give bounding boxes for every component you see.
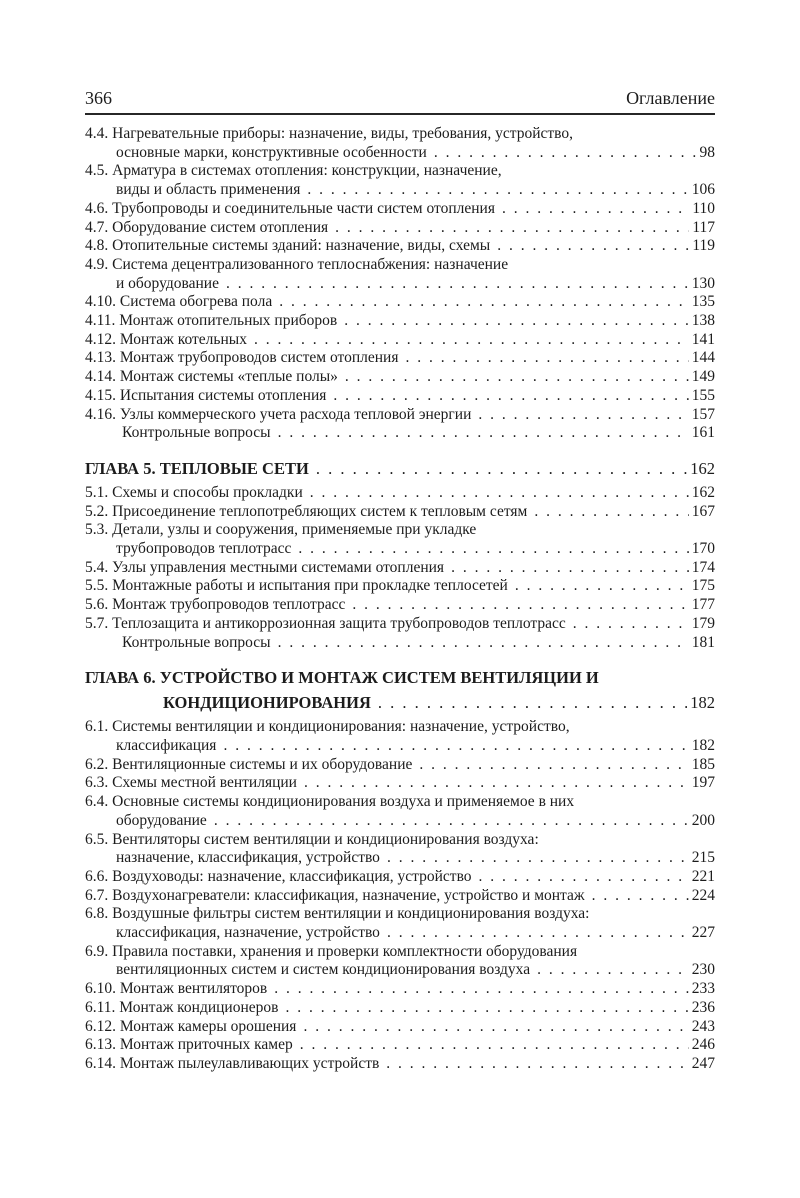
entry-text: 6.7. Воздухонагреватели: классификация, назначение, устройство и монтаж bbox=[85, 886, 585, 904]
entry-row bbox=[85, 849, 715, 868]
entry-text: 6.12. Монтаж камеры орошения bbox=[85, 1017, 297, 1035]
toc-entry bbox=[85, 424, 715, 443]
toc-entry bbox=[85, 831, 715, 868]
dot-leader bbox=[419, 756, 688, 775]
dot-leader bbox=[344, 312, 689, 331]
entry-row bbox=[85, 503, 715, 522]
entry-text-line: 6.4. Основные системы кондиционирования воздуха и применяемое в них bbox=[85, 793, 575, 811]
page-number: 106 bbox=[691, 181, 715, 199]
entry-row bbox=[85, 219, 715, 238]
entry-text: 4.16. Узлы коммерческого учета расхода тепловой энергии bbox=[85, 405, 472, 423]
entry-row bbox=[85, 774, 715, 793]
entry-row bbox=[85, 961, 715, 980]
chapter-title: КОНДИЦИОНИРОВАНИЯ bbox=[163, 693, 371, 713]
entry-row bbox=[85, 275, 715, 294]
toc-entry bbox=[85, 905, 715, 942]
toc-entry bbox=[85, 219, 715, 238]
dot-leader bbox=[592, 887, 689, 906]
entry-text: 4.6. Трубопроводы и соединительные части систем отопления bbox=[85, 199, 495, 217]
toc-entry bbox=[85, 634, 715, 653]
folio-page-number: 366 bbox=[85, 88, 112, 108]
toc-entry bbox=[85, 774, 715, 793]
entry-text: 4.12. Монтаж котельных bbox=[85, 330, 247, 348]
page-number: 230 bbox=[691, 961, 715, 979]
entry-row bbox=[85, 1018, 715, 1037]
entry-row bbox=[85, 690, 715, 715]
entry-text: виды и область применения bbox=[116, 181, 301, 199]
entry-text: назначение, классификация, устройство bbox=[116, 849, 380, 867]
entry-text: 5.5. Монтажные работы и испытания при прокладке теплосетей bbox=[85, 577, 508, 595]
page-header bbox=[85, 0, 715, 115]
toc-entry bbox=[85, 349, 715, 368]
entry-row bbox=[85, 368, 715, 387]
entry-row bbox=[85, 484, 715, 503]
toc-entry bbox=[85, 596, 715, 615]
entry-row bbox=[85, 615, 715, 634]
toc-entry bbox=[85, 387, 715, 406]
dot-leader bbox=[405, 349, 688, 368]
entry-text: 5.6. Монтаж трубопроводов теплотрасс bbox=[85, 596, 346, 614]
page-number: 182 bbox=[690, 693, 715, 713]
dot-leader bbox=[298, 540, 688, 559]
entry-text: 5.1. Схемы и способы прокладки bbox=[85, 483, 303, 501]
entry-row bbox=[85, 924, 715, 943]
toc-entry bbox=[85, 162, 715, 199]
page-number: 200 bbox=[691, 811, 715, 829]
dot-leader bbox=[386, 1055, 688, 1074]
entry-text: 6.13. Монтаж приточных камер bbox=[85, 1036, 293, 1054]
page-number: 110 bbox=[692, 199, 715, 217]
entry-text: 4.14. Монтаж системы «теплые полы» bbox=[85, 368, 338, 386]
entry-row bbox=[85, 237, 715, 256]
toc-section bbox=[85, 665, 715, 1073]
entry-text: 4.15. Испытания системы отопления bbox=[85, 386, 327, 404]
entry-text: основные марки, конструктивные особенности bbox=[116, 143, 427, 161]
page-number: 141 bbox=[691, 330, 715, 348]
toc-entry bbox=[85, 756, 715, 775]
entry-row bbox=[85, 737, 715, 756]
toc-entry bbox=[85, 237, 715, 256]
page-number: 185 bbox=[691, 755, 715, 773]
entry-text: 6.6. Воздуховоды: назначение, классификация, устройство bbox=[85, 867, 472, 885]
dot-leader bbox=[573, 615, 689, 634]
chapter-heading bbox=[85, 456, 715, 481]
entry-row bbox=[85, 181, 715, 200]
entry-text-line: 4.5. Арматура в системах отопления: конструкции, назначение, bbox=[85, 162, 502, 180]
entry-text-line: ГЛАВА 6. УСТРОЙСТВО И МОНТАЖ СИСТЕМ ВЕНТИЛЯЦИИ И bbox=[85, 668, 599, 688]
page-number: 233 bbox=[691, 980, 715, 998]
toc-entry bbox=[85, 980, 715, 999]
entry-text: Контрольные вопросы bbox=[122, 424, 271, 442]
entry-row bbox=[85, 577, 715, 596]
entry-row bbox=[85, 456, 715, 481]
page-number: 167 bbox=[691, 502, 715, 520]
entry-row bbox=[85, 1036, 715, 1055]
page-number: 117 bbox=[692, 218, 715, 236]
entry-text: 5.7. Теплозащита и антикоррозионная защита трубопроводов теплотрасс bbox=[85, 614, 566, 632]
page-number: 215 bbox=[691, 849, 715, 867]
entry-row bbox=[85, 756, 715, 775]
entry-text: 6.2. Вентиляционные системы и их оборудование bbox=[85, 755, 413, 773]
toc-entry bbox=[85, 887, 715, 906]
entry-text: 4.13. Монтаж трубопроводов систем отопления bbox=[85, 349, 399, 367]
page-number: 247 bbox=[691, 1054, 715, 1072]
toc-entry bbox=[85, 293, 715, 312]
entry-text: 4.8. Отопительные системы зданий: назначение, виды, схемы bbox=[85, 237, 491, 255]
entry-row bbox=[85, 312, 715, 331]
entry-row bbox=[85, 144, 715, 163]
entry-text: 5.2. Присоединение теплопотребляющих систем к тепловым сетям bbox=[85, 502, 528, 520]
entry-text-line: 4.4. Нагревательные приборы: назначение, виды, требования, устройство, bbox=[85, 125, 574, 142]
toc-entry bbox=[85, 200, 715, 219]
entry-text: 6.10. Монтаж вентиляторов bbox=[85, 980, 268, 998]
toc-entry bbox=[85, 331, 715, 350]
dot-leader bbox=[310, 484, 689, 503]
toc-entry bbox=[85, 615, 715, 634]
page-number: 162 bbox=[690, 458, 715, 478]
toc-entry bbox=[85, 1055, 715, 1074]
page-number: 155 bbox=[691, 386, 715, 404]
dot-leader bbox=[434, 144, 697, 163]
entry-row bbox=[85, 406, 715, 425]
entry-text: трубопроводов теплотрасс bbox=[116, 540, 292, 558]
dot-leader bbox=[534, 503, 688, 522]
entry-row bbox=[85, 293, 715, 312]
entry-text: Контрольные вопросы bbox=[122, 633, 271, 651]
entry-row bbox=[85, 980, 715, 999]
page-number: 174 bbox=[691, 558, 715, 576]
entry-text: классификация bbox=[116, 736, 217, 754]
entry-row bbox=[85, 868, 715, 887]
chapter-title: ГЛАВА 5. ТЕПЛОВЫЕ СЕТИ bbox=[85, 458, 309, 478]
page-number: 149 bbox=[691, 368, 715, 386]
page-number: 144 bbox=[691, 349, 715, 367]
dot-leader bbox=[497, 237, 689, 256]
toc-entry bbox=[85, 793, 715, 830]
toc-entry bbox=[85, 868, 715, 887]
page-number: 246 bbox=[691, 1036, 715, 1054]
entry-row bbox=[85, 596, 715, 615]
page-number: 170 bbox=[691, 540, 715, 558]
toc-entry bbox=[85, 559, 715, 578]
page-number: 98 bbox=[699, 143, 715, 161]
dot-leader bbox=[307, 181, 688, 200]
page-number: 161 bbox=[691, 424, 715, 442]
page-number: 236 bbox=[691, 998, 715, 1016]
dot-leader bbox=[345, 368, 689, 387]
entry-text-line: 4.9. Система децентрализованного теплоснабжения: назначение bbox=[85, 255, 509, 273]
toc-entry bbox=[85, 256, 715, 293]
page-number: 119 bbox=[692, 237, 715, 255]
toc-entry bbox=[85, 718, 715, 755]
dot-leader bbox=[214, 812, 689, 831]
dot-leader bbox=[451, 559, 689, 578]
toc-entry bbox=[85, 484, 715, 503]
page-number: 227 bbox=[691, 924, 715, 942]
entry-row bbox=[85, 999, 715, 1018]
toc-entry bbox=[85, 368, 715, 387]
entry-row bbox=[85, 349, 715, 368]
toc-entry bbox=[85, 1036, 715, 1055]
entry-text: 6.11. Монтаж кондиционеров bbox=[85, 998, 279, 1016]
dot-leader bbox=[387, 849, 689, 868]
dot-leader bbox=[378, 690, 687, 715]
toc-entry bbox=[85, 125, 715, 162]
toc-entry bbox=[85, 943, 715, 980]
toc-entry bbox=[85, 577, 715, 596]
toc-entry bbox=[85, 406, 715, 425]
dot-leader bbox=[226, 275, 689, 294]
entry-text-line: 6.1. Системы вентиляции и кондиционирования: назначение, устройство, bbox=[85, 718, 570, 736]
entry-row bbox=[85, 424, 715, 443]
chapter-heading bbox=[85, 665, 715, 715]
dot-leader bbox=[316, 456, 687, 481]
dot-leader bbox=[279, 293, 689, 312]
dot-leader bbox=[303, 1018, 688, 1037]
page-number: 221 bbox=[691, 867, 715, 885]
dot-leader bbox=[274, 980, 689, 999]
toc-section bbox=[85, 456, 715, 652]
entry-text-line: 6.8. Воздушные фильтры систем вентиляции и кондиционирования воздуха: bbox=[85, 905, 590, 923]
entry-row bbox=[85, 200, 715, 219]
page-number: 138 bbox=[691, 312, 715, 330]
dot-leader bbox=[304, 774, 689, 793]
entry-text: классификация, назначение, устройство bbox=[116, 924, 380, 942]
dot-leader bbox=[479, 868, 689, 887]
entry-row bbox=[85, 331, 715, 350]
entry-text: 4.10. Система обогрева пола bbox=[85, 293, 273, 311]
dot-leader bbox=[478, 406, 688, 425]
page-number: 135 bbox=[691, 293, 715, 311]
dot-leader bbox=[285, 999, 688, 1018]
toc-entry bbox=[85, 999, 715, 1018]
dot-leader bbox=[335, 219, 689, 238]
entry-text: оборудование bbox=[116, 811, 207, 829]
toc-entry bbox=[85, 312, 715, 331]
toc-entry bbox=[85, 521, 715, 558]
page-number: 182 bbox=[691, 736, 715, 754]
page-number: 181 bbox=[691, 633, 715, 651]
dot-leader bbox=[300, 1036, 689, 1055]
entry-row bbox=[85, 540, 715, 559]
page-number: 157 bbox=[691, 405, 715, 423]
entry-row bbox=[85, 887, 715, 906]
dot-leader bbox=[278, 424, 689, 443]
dot-leader bbox=[254, 331, 689, 350]
entry-text: 5.4. Узлы управления местными системами отопления bbox=[85, 558, 445, 576]
entry-text-line: 6.5. Вентиляторы систем вентиляции и кондиционирования воздуха: bbox=[85, 830, 539, 848]
entry-text: и оборудование bbox=[116, 274, 219, 292]
toc-section bbox=[85, 125, 715, 443]
page-number: 243 bbox=[691, 1017, 715, 1035]
entry-row bbox=[85, 559, 715, 578]
page-number: 177 bbox=[691, 596, 715, 614]
page-number: 175 bbox=[691, 577, 715, 595]
dot-leader bbox=[223, 737, 688, 756]
toc-sections bbox=[85, 125, 715, 1074]
dot-leader bbox=[502, 200, 689, 219]
entry-row bbox=[85, 634, 715, 653]
page-number: 179 bbox=[691, 614, 715, 632]
entry-text: 6.14. Монтаж пылеулавливающих устройств bbox=[85, 1054, 380, 1072]
toc-entry bbox=[85, 503, 715, 522]
page-number: 224 bbox=[691, 886, 715, 904]
entry-text: 6.3. Схемы местной вентиляции bbox=[85, 774, 297, 792]
entry-row bbox=[85, 812, 715, 831]
entry-row bbox=[85, 1055, 715, 1074]
entry-row bbox=[85, 387, 715, 406]
entry-text: 4.7. Оборудование систем отопления bbox=[85, 218, 329, 236]
dot-leader bbox=[333, 387, 688, 406]
entry-text: вентиляционных систем и систем кондиционирования воздуха bbox=[116, 961, 531, 979]
page-number: 197 bbox=[691, 774, 715, 792]
dot-leader bbox=[352, 596, 688, 615]
page-number: 130 bbox=[691, 274, 715, 292]
dot-leader bbox=[515, 577, 689, 596]
dot-leader bbox=[278, 634, 689, 653]
entry-text-line: 5.3. Детали, узлы и сооружения, применяемые при укладке bbox=[85, 521, 477, 539]
dot-leader bbox=[537, 961, 689, 980]
toc-entry bbox=[85, 1018, 715, 1037]
dot-leader bbox=[387, 924, 689, 943]
page-number: 162 bbox=[691, 483, 715, 501]
running-title: Оглавление bbox=[626, 88, 715, 108]
entry-text-line: 6.9. Правила поставки, хранения и проверки комплектности оборудования bbox=[85, 942, 578, 960]
entry-text: 4.11. Монтаж отопительных приборов bbox=[85, 312, 338, 330]
